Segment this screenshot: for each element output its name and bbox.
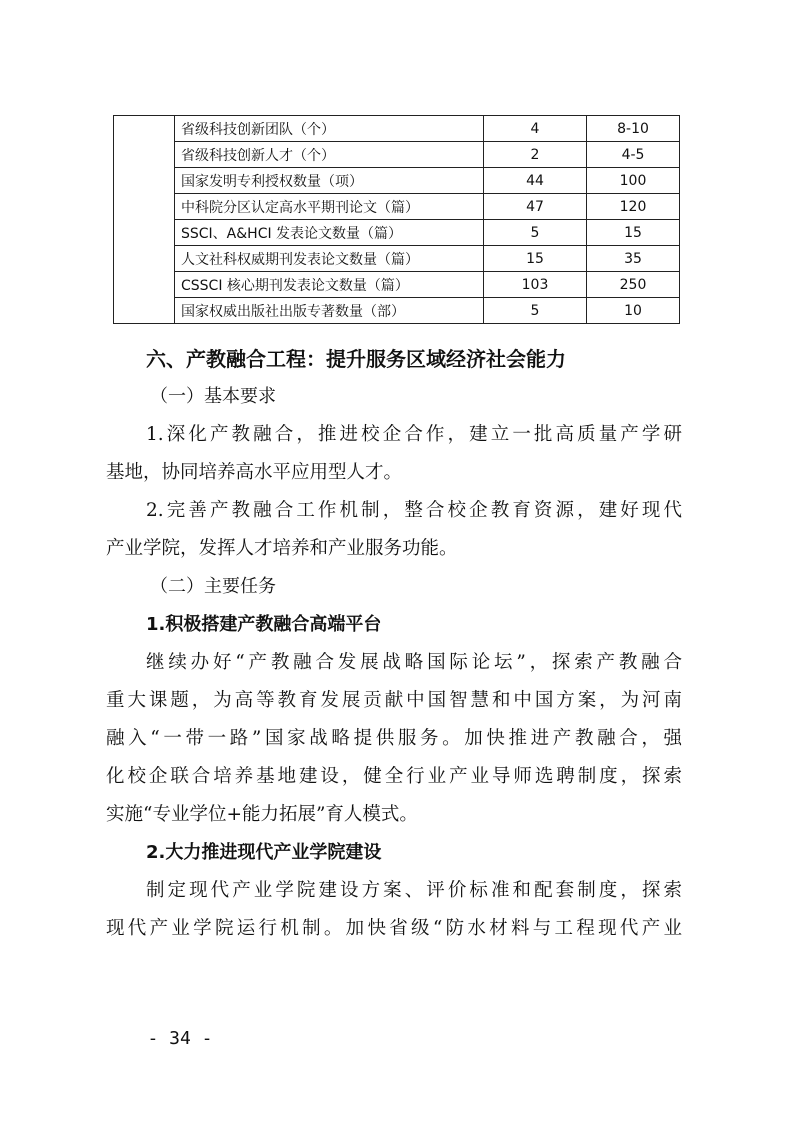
indicator-name-cell: 人文社科权威期刊发表论文数量（篇）	[175, 246, 484, 272]
text-line: 继续办好“产教融合发展战略国际论坛”，探索产教融合	[146, 652, 682, 673]
target-value-cell: 250	[587, 272, 680, 298]
current-value-cell: 15	[484, 246, 587, 272]
requirement-1	[106, 416, 682, 492]
current-value-cell: 4	[484, 116, 587, 142]
task-2-paragraph	[106, 872, 682, 948]
indicator-name-cell: 中科院分区认定高水平期刊论文（篇）	[175, 194, 484, 220]
table-row	[114, 298, 680, 324]
current-value-cell: 5	[484, 220, 587, 246]
table-row	[114, 272, 680, 298]
document-body	[106, 340, 682, 948]
text-line: 制定现代产业学院建设方案、评价标准和配套制度，探索	[146, 880, 682, 901]
table-row	[114, 168, 680, 194]
indicator-name-cell: 省级科技创新团队（个）	[175, 116, 484, 142]
target-value-cell: 35	[587, 246, 680, 272]
task-2-title: 2.大力推进现代产业学院建设	[146, 842, 382, 863]
text-line: 融入“一带一路”国家战略提供服务。加快推进产教融合，强	[106, 728, 682, 749]
table-row	[114, 246, 680, 272]
table-row	[114, 116, 680, 142]
indicator-table	[113, 115, 680, 324]
category-cell	[114, 116, 175, 324]
subsection-basic-requirements: （一）基本要求	[150, 386, 276, 407]
indicator-name-cell: 国家发明专利授权数量（项）	[175, 168, 484, 194]
text-line: 2.完善产教融合工作机制，整合校企教育资源，建好现代	[146, 500, 682, 521]
target-value-cell: 15	[587, 220, 680, 246]
target-value-cell: 4-5	[587, 142, 680, 168]
current-value-cell: 5	[484, 298, 587, 324]
current-value-cell: 103	[484, 272, 587, 298]
text-line: 实施“专业学位+能力拓展”育人模式。	[106, 804, 418, 825]
current-value-cell: 47	[484, 194, 587, 220]
target-value-cell: 8-10	[587, 116, 680, 142]
table-row	[114, 142, 680, 168]
target-value-cell: 10	[587, 298, 680, 324]
text-line: 基地，协同培养高水平应用型人才。	[106, 462, 403, 483]
text-line: 产业学院，发挥人才培养和产业服务功能。	[106, 538, 458, 559]
current-value-cell: 44	[484, 168, 587, 194]
text-line: 重大课题，为高等教育发展贡献中国智慧和中国方案，为河南	[106, 690, 682, 711]
text-line: 1.深化产教融合，推进校企合作，建立一批高质量产学研	[146, 424, 682, 445]
indicator-name-cell: CSSCI 核心期刊发表论文数量（篇）	[175, 272, 484, 298]
section-title: 六、产教融合工程：提升服务区域经济社会能力	[146, 347, 566, 371]
subsection-main-tasks: （二）主要任务	[150, 576, 276, 597]
text-line: 化校企联合培养基地建设，健全行业产业导师选聘制度，探索	[106, 766, 682, 787]
table-row	[114, 194, 680, 220]
target-value-cell: 120	[587, 194, 680, 220]
indicator-name-cell: 国家权威出版社出版专著数量（部）	[175, 298, 484, 324]
current-value-cell: 2	[484, 142, 587, 168]
indicator-name-cell: SSCI、A&HCI 发表论文数量（篇）	[175, 220, 484, 246]
task-1-title: 1.积极搭建产教融合高端平台	[146, 614, 382, 635]
indicator-name-cell: 省级科技创新人才（个）	[175, 142, 484, 168]
page-number: - 34 -	[147, 1028, 213, 1049]
text-line: 现代产业学院运行机制。加快省级“防水材料与工程现代产业	[106, 918, 682, 939]
target-value-cell: 100	[587, 168, 680, 194]
table-row	[114, 220, 680, 246]
requirement-2	[106, 492, 682, 568]
task-1-paragraph	[106, 644, 682, 834]
